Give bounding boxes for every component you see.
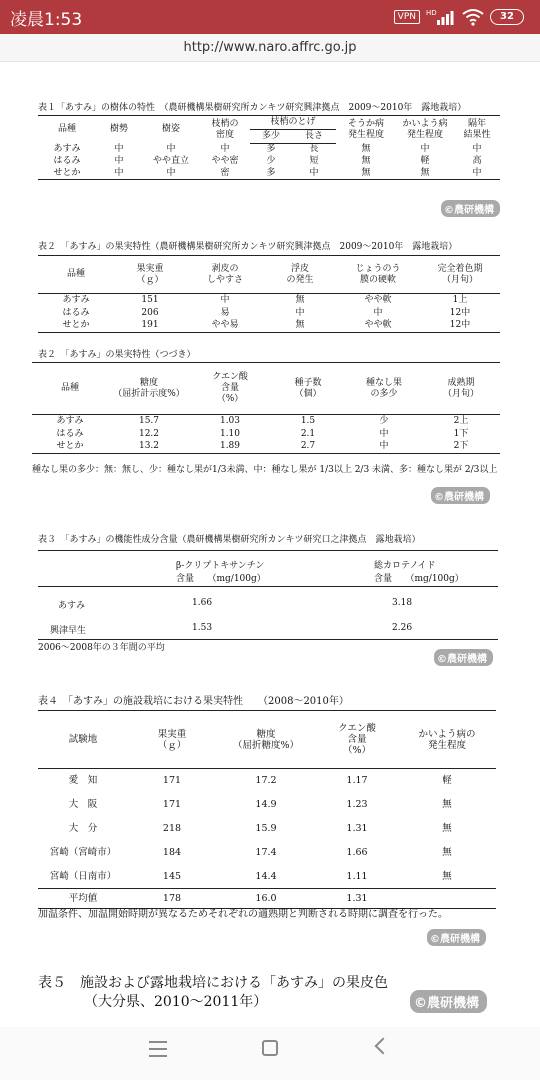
- table-cell: 無: [361, 144, 371, 154]
- table-cell: 中: [379, 428, 389, 439]
- table1-header: 枝梢の 密度: [200, 116, 250, 144]
- table-cell: 無: [295, 294, 305, 305]
- table-cell: 少: [266, 156, 276, 166]
- table-cell: 191: [114, 320, 186, 333]
- table3-top-rule: [38, 550, 498, 551]
- table4-header: 果実重 （ｇ）: [128, 711, 216, 769]
- hd-label: HD: [426, 9, 437, 17]
- home-icon[interactable]: [262, 1040, 278, 1056]
- table-cell: 2上: [453, 415, 469, 426]
- table-cell: 3.18: [392, 598, 413, 608]
- table-cell: 無: [442, 847, 452, 858]
- table-row: [38, 144, 500, 156]
- table-row: [38, 294, 500, 307]
- table2b-note: 種なし果の多少：無：無し、少：種なし果が1/3未満、中：種なし果が 1/3以上 2/3 未満、多：種なし果が 2/3以上: [32, 465, 498, 475]
- table-row: [32, 441, 500, 454]
- table-cell: 17.2: [255, 775, 277, 787]
- watermark-badge: ©農研機構: [434, 649, 493, 666]
- table4-header: 糖度 （屈折糖度%）: [216, 711, 316, 769]
- table1-header: 品種: [38, 116, 96, 144]
- table-cell: 多: [250, 168, 292, 180]
- table-cell: あすみ: [58, 601, 86, 611]
- status-bar: [0, 0, 540, 34]
- table-cell: 中: [295, 307, 305, 318]
- table-cell: あすみ: [56, 415, 84, 426]
- back-icon[interactable]: [375, 1038, 392, 1055]
- table-cell: 1.03: [219, 415, 241, 426]
- table-cell: 中: [292, 168, 336, 180]
- table-cell: 無: [442, 823, 452, 834]
- table-cell: はるみ: [56, 428, 84, 439]
- table-cell: 中: [420, 144, 430, 154]
- menu-icon[interactable]: [149, 1041, 167, 1059]
- table-cell: やや直立: [152, 156, 189, 166]
- table4-header: クエン酸 含量 （%）: [316, 711, 398, 769]
- status-time: 凌晨1:53: [10, 10, 83, 30]
- table-row: [38, 307, 500, 320]
- vpn-icon: VPN: [394, 10, 420, 24]
- table-cell: 平均値: [38, 889, 128, 909]
- table-cell: 無: [336, 168, 396, 180]
- table-cell: 184: [162, 847, 182, 858]
- table4: [38, 710, 496, 909]
- table2-header: 剥皮の しやすさ: [186, 256, 264, 294]
- table-cell: 短: [309, 156, 319, 166]
- table-cell: 長: [309, 144, 319, 155]
- table-row: [38, 841, 496, 865]
- table3-caption: 表３ 「あすみ」の機能性成分含量（農研機構果樹研究所カンキツ研究口之津拠点 露地栽培）: [38, 535, 421, 545]
- table-cell: 宮崎（日南市）: [49, 870, 117, 882]
- table-cell: 16.0: [216, 889, 316, 909]
- watermark-badge: ©農研機構: [431, 487, 490, 504]
- table2-caption: 表２ 「あすみ」の果実特性（農研機構果樹研究所カンキツ研究興津拠点 2009〜2010年 露地栽培）: [38, 242, 458, 252]
- table-cell: はるみ: [62, 307, 90, 318]
- table-cell: 軽: [442, 775, 452, 787]
- table-cell: 1.66: [192, 598, 213, 608]
- table-cell: 中: [346, 441, 422, 454]
- table-row-average: [38, 889, 496, 909]
- table2-header: 完全着色期 （月旬）: [420, 256, 500, 294]
- table-cell: 中: [114, 144, 124, 154]
- table-cell: 1.66: [346, 847, 368, 858]
- table-cell: 密: [200, 168, 250, 180]
- table-cell: 1上: [452, 294, 468, 305]
- table-cell: 中: [166, 144, 176, 154]
- navigation-bar: [0, 1027, 540, 1080]
- table3-col2-unit: 含量 （mg/100g）: [374, 574, 464, 584]
- table-cell: 多: [266, 144, 276, 155]
- table-cell: あすみ: [53, 144, 81, 154]
- table-cell: やや易: [186, 320, 264, 333]
- table-cell: 1.10: [219, 428, 241, 439]
- table1-header: 樹姿: [142, 116, 200, 144]
- page-content: [0, 62, 540, 1027]
- table5-caption: 表５ 施設および露地栽培における「あすみ」の果皮色: [38, 975, 388, 991]
- table-row: [38, 320, 500, 333]
- table1-header: 枝梢のとげ: [250, 116, 336, 130]
- table1-header: 隔年 結果性: [454, 116, 500, 144]
- table-cell: 中: [220, 144, 230, 154]
- table-cell: 1.53: [192, 623, 213, 633]
- table-cell: 中: [220, 294, 230, 305]
- table-cell: 1.5: [300, 415, 316, 426]
- table-cell: 無: [442, 799, 452, 810]
- table-cell: あすみ: [62, 294, 90, 305]
- table-cell: 12中: [420, 320, 500, 333]
- table-cell: 1下: [453, 428, 469, 439]
- table-cell: 軽: [420, 156, 430, 166]
- table3-note: 2006〜2008年の３年間の平均: [38, 643, 165, 653]
- table-cell: 中: [96, 168, 142, 180]
- table-cell: 17.4: [255, 847, 277, 858]
- table-row: [38, 865, 496, 889]
- table4-note: 加温条件、加温開始時期が異なるためそれぞれの適熟期と判断される時期に調査を行った。: [38, 909, 448, 920]
- table-cell: せとか: [38, 320, 114, 333]
- watermark-badge: ©農研機構: [410, 990, 487, 1013]
- table-cell: せとか: [32, 441, 108, 454]
- table2b-header: 成熟期 （月旬）: [422, 363, 500, 415]
- table-cell: 1.17: [346, 775, 368, 787]
- table-cell: 171: [162, 799, 182, 810]
- wifi-icon: [462, 8, 484, 26]
- table2b-header: 糖度 （屈折計示度%）: [108, 363, 190, 415]
- table-cell: 1.23: [346, 799, 368, 810]
- signal-icon: [426, 8, 456, 26]
- table2-header: じょうのう 膜の硬軟: [336, 256, 420, 294]
- table-cell: 中: [142, 168, 200, 180]
- table-cell: 無: [361, 156, 371, 166]
- table2b-header: 種なし果 の多少: [346, 363, 422, 415]
- table5-subcaption: （大分県、2010〜2011年）: [84, 994, 268, 1010]
- table-cell: やや軟: [364, 294, 392, 305]
- table-cell: 2.7: [270, 441, 346, 454]
- table-cell: やや軟: [336, 320, 420, 333]
- table2b-header: 種子数 （個）: [270, 363, 346, 415]
- table-cell: 宮崎（宮崎市）: [49, 847, 117, 858]
- table-cell: 13.2: [108, 441, 190, 454]
- table-cell: 12中: [449, 307, 471, 318]
- table2-header: 果実重 （ｇ）: [114, 256, 186, 294]
- table-cell: 1.31: [316, 889, 398, 909]
- table-cell: 1.31: [346, 823, 368, 834]
- table-cell: 2下: [422, 441, 500, 454]
- table-cell: 愛 知: [68, 775, 98, 787]
- table2-header: 品種: [38, 256, 114, 294]
- table-cell: 中: [454, 168, 500, 180]
- watermark-badge: ©農研機構: [441, 200, 500, 217]
- table-cell: やや密: [211, 156, 239, 166]
- address-bar[interactable]: http://www.naro.affrc.go.jp: [0, 34, 540, 62]
- table-cell: 151: [141, 294, 159, 305]
- table1-header: かいよう病 発生程度: [396, 116, 454, 144]
- table-cell: 206: [141, 307, 159, 318]
- table-cell: 15.7: [138, 415, 160, 426]
- table3-col2-title: 総カロテノイド: [374, 561, 436, 571]
- table-cell: 易: [220, 307, 230, 318]
- table-cell: 大 分: [68, 823, 98, 834]
- table4-header: 試験地: [38, 711, 128, 769]
- table-cell: 無: [264, 320, 336, 333]
- table-cell: 興津早生: [50, 626, 87, 636]
- table2b-header: 品種: [32, 363, 108, 415]
- status-icons: [394, 7, 524, 27]
- table4-caption: 表４ 「あすみ」の施設栽培における果実特性 （2008〜2010年）: [38, 696, 349, 707]
- table2b: [32, 362, 500, 454]
- table-cell: 178: [128, 889, 216, 909]
- table4-header: かいよう病の 発生程度: [398, 711, 496, 769]
- table-row: [32, 415, 500, 428]
- table1-header: 樹勢: [96, 116, 142, 144]
- table3-col1-title: β-クリプトキサンチン: [176, 561, 265, 571]
- table-cell: 1.89: [190, 441, 270, 454]
- table-cell: 1.11: [346, 870, 368, 882]
- table-cell: 中: [114, 156, 124, 166]
- table2b-header: クエン酸 含量 （%）: [190, 363, 270, 415]
- table-cell: はるみ: [53, 156, 81, 166]
- table-cell: 中: [373, 307, 383, 318]
- table-row: [38, 793, 496, 817]
- table-cell: 無: [396, 168, 454, 180]
- table-cell: 中: [472, 144, 482, 154]
- table-cell: 2.26: [392, 623, 413, 633]
- table-cell: 2.1: [300, 428, 316, 439]
- table3-col1-unit: 含量 （mg/100g）: [176, 574, 266, 584]
- table-cell: 218: [162, 823, 182, 834]
- table-cell: 14.4: [255, 870, 277, 882]
- table1-subheader: 長さ: [292, 130, 336, 144]
- table-cell: 145: [162, 870, 182, 882]
- table2-header: 浮皮 の発生: [264, 256, 336, 294]
- table-row: [32, 428, 500, 441]
- table-cell: 無: [442, 870, 452, 882]
- table1-header: そうか病 発生程度: [336, 116, 396, 144]
- table-row: [38, 156, 500, 168]
- table1-caption: 表１「あすみ」の樹体の特性 （農研機構果樹研究所カンキツ研究興津拠点 2009〜2010年 露地栽培）: [38, 103, 467, 113]
- table3-header-rule: [38, 586, 498, 587]
- table-cell: [398, 889, 496, 909]
- table3-bottom-rule: [38, 639, 498, 640]
- table-cell: せとか: [38, 168, 96, 180]
- table-row: [38, 168, 500, 180]
- table2b-caption: 表２ 「あすみ」の果実特性（つづき）: [38, 350, 196, 360]
- table-cell: 高: [472, 156, 482, 166]
- table-cell: 12.2: [138, 428, 160, 439]
- table-cell: 171: [162, 775, 182, 787]
- watermark-badge: ©農研機構: [427, 929, 486, 946]
- battery-icon: 32: [490, 9, 524, 25]
- table-cell: 15.9: [255, 823, 277, 834]
- table-cell: 大 阪: [68, 799, 98, 810]
- table1: [38, 115, 500, 180]
- table2: [38, 255, 500, 333]
- table-row: [38, 769, 496, 793]
- table1-subheader: 多少: [250, 130, 292, 144]
- table-cell: 14.9: [255, 799, 277, 810]
- table-cell: 少: [379, 415, 389, 426]
- table-row: [38, 817, 496, 841]
